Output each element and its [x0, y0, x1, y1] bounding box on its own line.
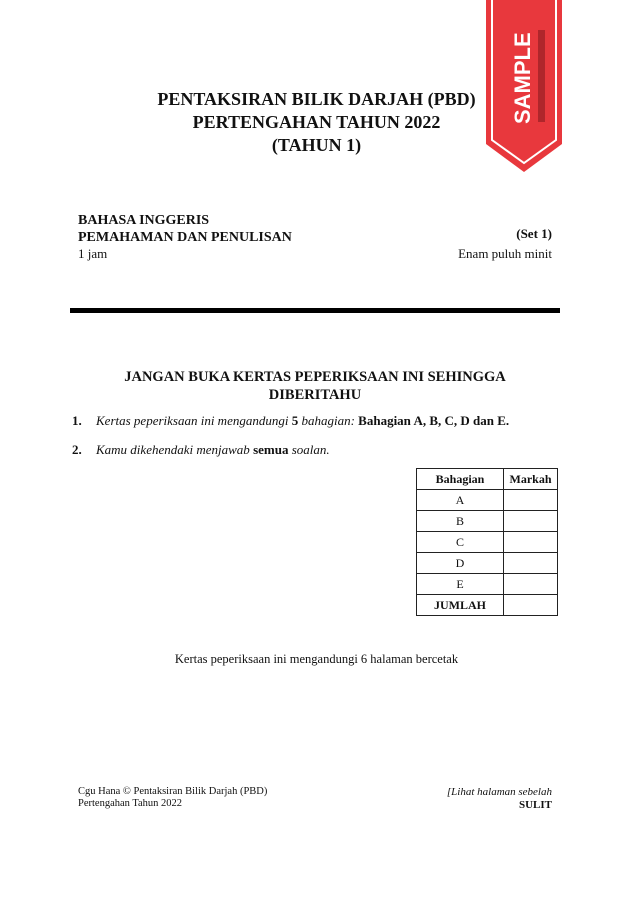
instruction-text: soalan.: [291, 442, 330, 457]
table-row: [417, 511, 558, 532]
instruction-1: [72, 413, 509, 429]
instruction-number: 2.: [72, 442, 82, 457]
page-count-note: Kertas peperiksaan ini mengandungi 6 halaman bercetak: [174, 652, 459, 666]
table-row: [417, 553, 558, 574]
footer-copyright: Cgu Hana © Pentaksiran Bilik Darjah (PBD): [78, 786, 268, 797]
marks-cell: [504, 574, 558, 595]
set-label: (Set 1): [516, 226, 552, 241]
instruction-2: [72, 442, 330, 458]
instruction-text: Kamu dikehendaki menjawab: [96, 442, 250, 457]
section-label: A: [417, 490, 504, 511]
subject-name: BAHASA INGGERIS: [78, 213, 210, 228]
duration-words: Enam puluh minit: [458, 246, 552, 261]
marks-cell: [504, 532, 558, 553]
instruction-text: bahagian:: [301, 413, 355, 428]
exam-title: [0, 88, 633, 157]
header-marks: Markah: [504, 469, 558, 490]
header-section: Bahagian: [417, 469, 504, 490]
marks-cell: [504, 490, 558, 511]
footer-confidential: SULIT: [518, 799, 552, 811]
table-row: [417, 574, 558, 595]
warning-line-2: DIBERITAHU: [268, 387, 362, 403]
marks-cell: [504, 511, 558, 532]
watermark-text: SAMPLE: [510, 32, 535, 124]
warning-line-1: JANGAN BUKA KERTAS PEPERIKSAAN INI SEHINGGA: [124, 369, 506, 385]
title-line-1: PENTAKSIRAN BILIK DARJAH (PBD): [157, 89, 476, 109]
next-page-text: [Lihat halaman sebelah: [446, 786, 552, 798]
marks-table-header: [417, 469, 558, 490]
warning-heading: [70, 368, 560, 404]
total-marks-cell: [504, 595, 558, 616]
instruction-number: 1.: [72, 413, 82, 428]
subject-block: [78, 212, 292, 246]
marks-cell: [504, 553, 558, 574]
section-label: B: [417, 511, 504, 532]
marks-table: [416, 468, 558, 616]
duration-hours: 1 jam: [78, 246, 108, 261]
footer-left: [78, 786, 267, 810]
total-row: [417, 595, 558, 616]
instruction-text: Kertas peperiksaan ini mengandungi: [96, 413, 289, 428]
total-label: JUMLAH: [417, 595, 504, 616]
instruction-bold: semua: [253, 442, 289, 457]
divider-rule: [70, 308, 560, 313]
title-line-2: PERTENGAHAN TAHUN 2022: [192, 112, 441, 132]
paper-name: PEMAHAMAN DAN PENULISAN: [78, 230, 292, 245]
footer-exam-period: Pertengahan Tahun 2022: [78, 798, 183, 809]
footer-right: [447, 786, 552, 812]
section-label: E: [417, 574, 504, 595]
footer-next-page: [447, 786, 552, 799]
title-line-3: (TAHUN 1): [271, 135, 362, 155]
instruction-bold: 5: [291, 413, 299, 428]
table-row: [417, 490, 558, 511]
section-label: C: [417, 532, 504, 553]
instruction-bold: Bahagian A, B, C, D dan E.: [358, 413, 510, 428]
section-label: D: [417, 553, 504, 574]
table-row: [417, 532, 558, 553]
